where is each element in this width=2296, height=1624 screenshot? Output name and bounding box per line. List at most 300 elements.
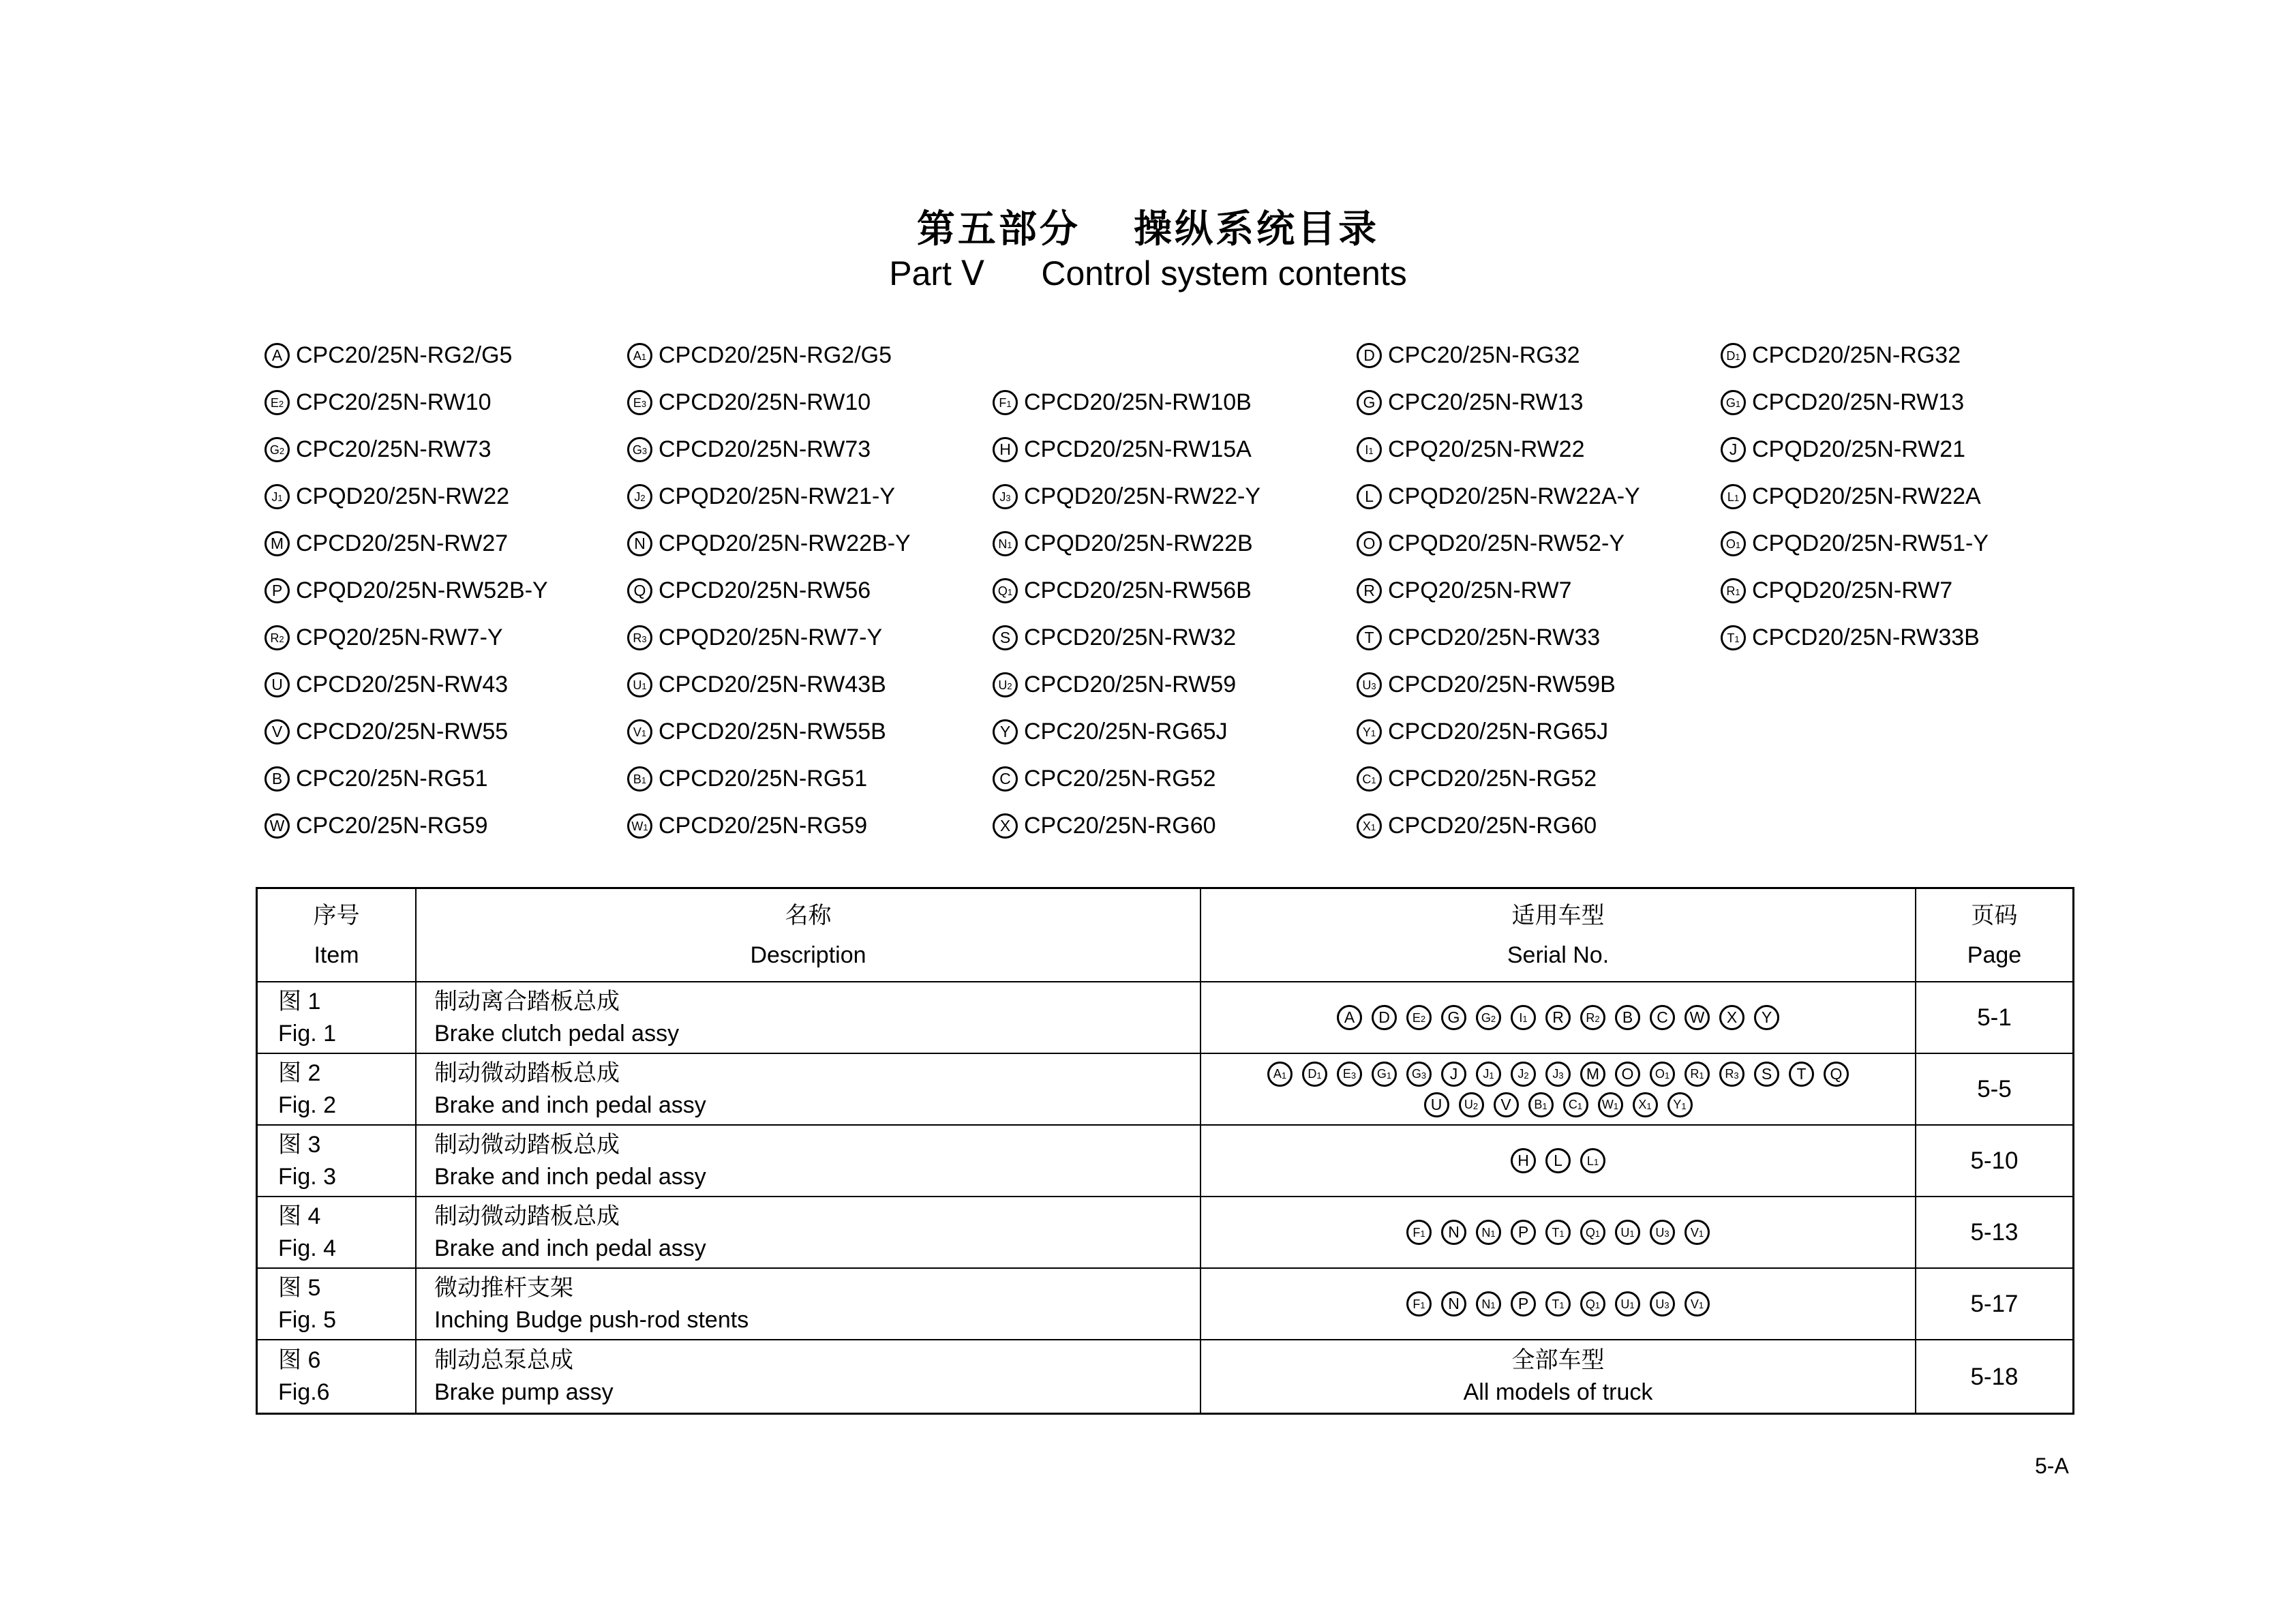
code-letter: U <box>998 678 1008 692</box>
model-code-badge-R <box>1357 578 1382 603</box>
model-code-badge-U1 <box>627 672 652 697</box>
code-letter: G <box>1376 1067 1387 1081</box>
table-row-fig-3 <box>258 1126 2072 1197</box>
description-en: Inching Budge push-rod stents <box>434 1306 749 1333</box>
model-code-badge-X1 <box>1633 1092 1658 1117</box>
model-label: CPCD20/25N-RG2/G5 <box>659 342 892 368</box>
model-code-badge-L <box>1357 484 1382 509</box>
header-description-en: Description <box>750 942 866 968</box>
code-letter: W <box>269 817 285 834</box>
header-item-en: Item <box>314 942 359 968</box>
code-digit: 1 <box>1681 1100 1687 1111</box>
model-code-badge-U2 <box>1459 1092 1484 1117</box>
legend-item-C1 <box>1357 755 1721 802</box>
code-digit: 1 <box>1420 1300 1425 1311</box>
model-code-badge-J1 <box>265 484 290 509</box>
legend-item-X1 <box>1357 802 1721 849</box>
code-digit: 1 <box>1006 399 1012 410</box>
code-letter: A <box>1344 1008 1355 1026</box>
code-digit: 1 <box>1595 1300 1601 1311</box>
legend-item-A <box>265 332 627 379</box>
model-code-badge-L1 <box>1580 1148 1605 1173</box>
code-letter: J <box>634 490 641 504</box>
model-label: CPCD20/25N-RW33 <box>1388 625 1601 650</box>
model-label: CPC20/25N-RW73 <box>296 436 492 462</box>
model-code-badge-P <box>1511 1291 1536 1317</box>
legend-item-O <box>1357 520 1721 567</box>
model-label: CPC20/25N-RW10 <box>296 389 492 415</box>
model-label: CPCD20/25N-RW55B <box>659 719 886 745</box>
model-code-badge-A1 <box>1267 1062 1293 1087</box>
legend-item-G2 <box>265 426 627 473</box>
model-label: CPCD20/25N-RW33B <box>1752 625 1980 650</box>
table-row-fig-6 <box>258 1340 2072 1413</box>
model-label: CPCD20/25N-RW59 <box>1024 672 1237 697</box>
description-cell <box>417 1197 1201 1267</box>
code-letter: H <box>1517 1152 1529 1169</box>
code-letter: I <box>1519 1010 1523 1025</box>
code-letter: M <box>270 535 284 552</box>
code-letter: B <box>1622 1008 1633 1026</box>
model-label: CPCD20/25N-RG52 <box>1388 766 1597 792</box>
code-letter: C <box>1568 1098 1577 1111</box>
code-digit: 1 <box>1735 587 1740 598</box>
page-cell <box>1916 1054 2072 1124</box>
model-label: CPCD20/25N-RG65J <box>1388 719 1609 745</box>
item-label-cn: 图 5 <box>278 1274 321 1301</box>
model-label: CPCD20/25N-RW55 <box>296 719 509 745</box>
code-letter: Q <box>997 584 1008 598</box>
code-digit: 1 <box>1664 1070 1670 1081</box>
code-letter: J <box>999 490 1006 504</box>
legend-item-D1 <box>1721 332 2091 379</box>
legend-item-D <box>1357 332 1721 379</box>
model-code-badge-R1 <box>1721 578 1746 603</box>
legend-item-W <box>265 802 627 849</box>
code-digit: 1 <box>1593 1157 1599 1168</box>
code-digit: 3 <box>1558 1070 1564 1081</box>
model-code-badge-G1 <box>1721 390 1746 415</box>
model-code-badge-U <box>265 672 290 697</box>
code-digit: 1 <box>1281 1070 1287 1081</box>
serial-cell <box>1201 982 1916 1053</box>
code-digit: 3 <box>1350 1070 1357 1081</box>
code-digit: 1 <box>643 822 648 833</box>
code-letter: G <box>1725 395 1736 410</box>
code-letter: R <box>1725 1067 1734 1081</box>
legend-empty-cell <box>993 332 1357 379</box>
model-code-badge-N <box>1441 1220 1466 1245</box>
code-letter: J <box>1517 1067 1524 1081</box>
legend-item-U2 <box>993 661 1357 708</box>
item-cell <box>258 1269 417 1339</box>
header-item <box>258 889 417 981</box>
model-label: CPCD20/25N-RW43 <box>296 672 509 697</box>
model-code-badge-G1 <box>1372 1062 1397 1087</box>
code-letter: R <box>1586 1010 1595 1025</box>
model-code-badge-J2 <box>627 484 652 509</box>
code-letter: U <box>1655 1225 1665 1239</box>
model-code-badge-C1 <box>1563 1092 1588 1117</box>
code-digit: 3 <box>1734 1070 1739 1081</box>
model-label: CPQD20/25N-RW51-Y <box>1752 530 1989 556</box>
model-code-badge-U2 <box>993 672 1018 697</box>
code-digit: 1 <box>1646 1100 1652 1111</box>
legend-item-W1 <box>627 802 993 849</box>
model-code-badge-V1 <box>1685 1220 1710 1245</box>
model-label: CPCD20/25N-RW10B <box>1024 389 1252 415</box>
code-letter: G <box>1411 1067 1421 1081</box>
model-code-badge-W <box>265 813 290 839</box>
header-serial-cn: 适用车型 <box>1511 902 1605 929</box>
description-en: Brake and inch pedal assy <box>434 1235 706 1261</box>
model-label: CPCD20/25N-RW15A <box>1024 436 1252 462</box>
legend-item-P <box>265 567 627 614</box>
model-label: CPQD20/25N-RW22B-Y <box>659 530 911 556</box>
serial-code-line-2 <box>1424 1092 1693 1117</box>
legend-item-L1 <box>1721 473 2091 520</box>
model-code-badge-T1 <box>1545 1220 1571 1245</box>
model-label: CPC20/25N-RG65J <box>1024 719 1228 745</box>
page-title-cn: 第五部分 操纵系统目录 <box>916 207 1380 250</box>
model-label: CPCD20/25N-RW73 <box>659 436 871 462</box>
code-letter: X <box>1726 1008 1738 1026</box>
item-label-cn: 图 6 <box>278 1347 321 1373</box>
legend-item-Q <box>627 567 993 614</box>
code-digit: 1 <box>1490 1300 1496 1311</box>
code-letter: R <box>1690 1067 1700 1081</box>
model-code-badge-D1 <box>1721 343 1746 368</box>
code-digit: 1 <box>1316 1070 1322 1081</box>
legend-item-Y <box>993 708 1357 755</box>
serial-cell <box>1201 1269 1916 1339</box>
legend-item-F1 <box>993 379 1357 426</box>
model-label: CPQD20/25N-RW22 <box>296 483 510 509</box>
legend-item-J <box>1721 426 2091 473</box>
code-letter: J <box>1729 440 1738 458</box>
model-code-badge-T1 <box>1721 625 1746 650</box>
page-value: 5-10 <box>1970 1147 2019 1174</box>
serial-cell <box>1201 1126 1916 1196</box>
legend-item-R <box>1357 567 1721 614</box>
model-code-badge-J <box>1441 1062 1466 1087</box>
model-code-badge-Q <box>627 578 652 603</box>
model-code-badge-D1 <box>1302 1062 1327 1087</box>
description-cell <box>417 1126 1201 1196</box>
model-code-badge-Q1 <box>993 578 1018 603</box>
code-digit: 1 <box>1698 1229 1704 1239</box>
model-label: CPQ20/25N-RW22 <box>1388 436 1585 462</box>
code-letter: G <box>269 442 280 457</box>
model-label: CPQD20/25N-RW52-Y <box>1388 530 1625 556</box>
model-code-badge-V <box>1494 1092 1519 1117</box>
code-letter: N <box>1481 1225 1491 1239</box>
code-digit: 1 <box>1490 1229 1496 1239</box>
model-code-badge-R3 <box>627 625 652 650</box>
serial-code-line-1 <box>1337 1005 1779 1030</box>
code-letter: U <box>633 678 642 692</box>
model-code-badge-V <box>265 719 290 745</box>
code-digit: 2 <box>1524 1070 1529 1081</box>
code-letter: L <box>1365 487 1374 505</box>
description-cell <box>417 1269 1201 1339</box>
description-cn: 制动微动踏板总成 <box>434 1059 620 1086</box>
model-code-badge-Q1 <box>1580 1220 1605 1245</box>
code-letter: Q <box>1585 1297 1595 1311</box>
model-code-badge-F1 <box>1406 1220 1432 1245</box>
legend-item-T <box>1357 614 1721 661</box>
model-code-badge-V1 <box>627 719 652 745</box>
model-code-badge-X1 <box>1357 813 1382 839</box>
code-letter: T <box>1727 631 1735 645</box>
description-cn: 制动总泵总成 <box>434 1347 573 1373</box>
code-letter: O <box>1655 1067 1665 1081</box>
model-code-badge-D <box>1357 343 1382 368</box>
code-letter: W <box>1601 1098 1614 1111</box>
code-letter: P <box>1517 1295 1529 1312</box>
model-code-badge-F1 <box>993 390 1018 415</box>
model-code-badge-P <box>1511 1220 1536 1245</box>
item-label-en: Fig. 1 <box>278 1020 337 1047</box>
model-label: CPC20/25N-RG59 <box>296 813 488 839</box>
legend-item-T1 <box>1721 614 2091 661</box>
code-letter: A <box>1273 1067 1282 1081</box>
code-letter: N <box>1448 1295 1460 1312</box>
model-code-badge-I1 <box>1357 437 1382 462</box>
model-code-badge-U1 <box>1615 1291 1640 1317</box>
code-letter: T <box>1552 1225 1560 1239</box>
model-code-badge-D <box>1372 1005 1397 1030</box>
code-letter: C <box>1362 772 1372 786</box>
code-letter: F <box>1413 1297 1421 1311</box>
model-code-badge-Q1 <box>1580 1291 1605 1317</box>
header-description-cn: 名称 <box>785 902 832 929</box>
code-digit: 3 <box>1371 681 1376 692</box>
code-letter: L <box>1727 490 1734 504</box>
code-digit: 1 <box>1613 1100 1619 1111</box>
code-letter: L <box>1554 1152 1562 1169</box>
table-header-row <box>258 889 2072 982</box>
model-label: CPQD20/25N-RW22B <box>1024 530 1253 556</box>
legend <box>265 332 2091 849</box>
code-letter: F <box>999 395 1007 410</box>
legend-empty-cell <box>1721 708 2091 755</box>
description-cn: 制动离合踏板总成 <box>434 988 620 1014</box>
model-code-badge-F1 <box>1406 1291 1432 1317</box>
model-code-badge-G2 <box>265 437 290 462</box>
item-label-cn: 图 1 <box>278 988 321 1014</box>
code-letter: G <box>1447 1008 1460 1026</box>
code-letter: Y <box>999 723 1011 740</box>
code-letter: H <box>999 440 1011 458</box>
code-letter: J <box>271 490 278 504</box>
serial-code-line-1 <box>1406 1291 1710 1317</box>
model-label: CPCD20/25N-RW32 <box>1024 625 1237 650</box>
model-code-badge-Y <box>993 719 1018 745</box>
code-letter: O <box>1621 1064 1634 1083</box>
model-code-badge-Y <box>1754 1005 1779 1030</box>
model-label: CPQ20/25N-RW7 <box>1388 577 1572 603</box>
code-digit: 2 <box>1007 681 1012 692</box>
legend-item-V1 <box>627 708 993 755</box>
model-label: CPC20/25N-RG2/G5 <box>296 342 513 368</box>
code-letter: R <box>1363 582 1375 599</box>
model-code-badge-U1 <box>1615 1220 1640 1245</box>
legend-item-X <box>993 802 1357 849</box>
model-code-badge-G3 <box>627 437 652 462</box>
page-value: 5-13 <box>1970 1219 2019 1246</box>
code-digit: 1 <box>1420 1229 1425 1239</box>
serial-all-models-en: All models of truck <box>1463 1379 1653 1405</box>
model-code-badge-B <box>1615 1005 1640 1030</box>
code-digit: 1 <box>1542 1100 1547 1111</box>
code-letter: U <box>1620 1297 1630 1311</box>
model-label: CPCD20/25N-RG59 <box>659 813 868 839</box>
code-digit: 2 <box>640 493 646 504</box>
model-code-badge-E3 <box>627 390 652 415</box>
code-letter: X <box>1362 819 1371 833</box>
model-code-badge-R2 <box>265 625 290 650</box>
code-letter: D <box>1363 346 1375 364</box>
code-letter: Q <box>633 582 646 599</box>
serial-code-line-1 <box>1267 1062 1849 1087</box>
model-code-badge-E2 <box>1406 1005 1432 1030</box>
model-label: CPQD20/25N-RW22A-Y <box>1388 483 1640 509</box>
model-code-badge-V1 <box>1685 1291 1710 1317</box>
model-label: CPC20/25N-RG32 <box>1388 342 1580 368</box>
item-label-en: Fig.6 <box>278 1379 330 1405</box>
model-code-badge-A <box>265 343 290 368</box>
table-row-fig-2 <box>258 1054 2072 1126</box>
item-label-en: Fig. 4 <box>278 1235 337 1261</box>
serial-cell <box>1201 1054 1916 1124</box>
code-letter: U <box>1362 678 1372 692</box>
model-label: CPQD20/25N-RW7-Y <box>659 625 883 650</box>
contents-table <box>256 887 2074 1415</box>
model-label: CPCD20/25N-RW10 <box>659 389 871 415</box>
code-letter: R <box>633 631 642 645</box>
code-digit: 3 <box>1664 1229 1670 1239</box>
item-cell <box>258 1126 417 1196</box>
model-code-badge-T <box>1357 625 1382 650</box>
code-letter: T <box>1552 1297 1560 1311</box>
model-label: CPCD20/25N-RW43B <box>659 672 886 697</box>
code-digit: 1 <box>1007 587 1013 598</box>
model-code-badge-U <box>1424 1092 1449 1117</box>
legend-item-I1 <box>1357 426 1721 473</box>
model-code-badge-J <box>1721 437 1746 462</box>
code-digit: 2 <box>279 446 285 457</box>
legend-item-J2 <box>627 473 993 520</box>
code-digit: 1 <box>1734 493 1740 504</box>
model-code-badge-W1 <box>627 813 652 839</box>
code-digit: 1 <box>1371 775 1376 786</box>
legend-item-U3 <box>1357 661 1721 708</box>
code-digit: 1 <box>1735 540 1741 551</box>
legend-item-O1 <box>1721 520 2091 567</box>
model-label: CPCD20/25N-RW56B <box>1024 577 1252 603</box>
code-digit: 1 <box>1559 1229 1565 1239</box>
code-letter: S <box>1761 1064 1772 1083</box>
page-value: 5-5 <box>1977 1076 2012 1102</box>
code-digit: 1 <box>1698 1300 1704 1311</box>
code-letter: O <box>1725 537 1736 551</box>
page-value: 5-18 <box>1970 1363 2019 1390</box>
model-code-badge-B <box>265 766 290 792</box>
item-label-en: Fig. 5 <box>278 1306 337 1333</box>
code-digit: 1 <box>1370 728 1376 739</box>
code-digit: 1 <box>1629 1300 1635 1311</box>
header-item-cn: 序号 <box>313 902 360 929</box>
code-digit: 1 <box>1007 540 1012 551</box>
legend-item-U <box>265 661 627 708</box>
model-code-badge-I1 <box>1511 1005 1536 1030</box>
legend-item-R3 <box>627 614 993 661</box>
code-letter: O <box>1363 535 1376 552</box>
model-code-badge-R3 <box>1719 1062 1744 1087</box>
code-digit: 1 <box>1386 1070 1392 1081</box>
model-code-badge-A1 <box>627 343 652 368</box>
model-code-badge-U3 <box>1357 672 1382 697</box>
header-page <box>1916 889 2072 981</box>
model-code-badge-A <box>1337 1005 1362 1030</box>
item-cell <box>258 982 417 1053</box>
legend-item-G1 <box>1721 379 2091 426</box>
model-code-badge-J3 <box>993 484 1018 509</box>
model-code-badge-C1 <box>1357 766 1382 792</box>
header-page-cn: 页码 <box>1971 902 2018 929</box>
model-code-badge-U3 <box>1650 1291 1675 1317</box>
page-value: 5-17 <box>1970 1291 2019 1317</box>
code-digit: 1 <box>1370 822 1376 833</box>
item-label-en: Fig. 3 <box>278 1163 337 1190</box>
table-row-fig-5 <box>258 1269 2072 1340</box>
page-cell <box>1916 1197 2072 1267</box>
model-label: CPCD20/25N-RW27 <box>296 530 509 556</box>
code-letter: L <box>1586 1154 1594 1168</box>
serial-cell <box>1201 1340 1916 1413</box>
model-code-badge-O <box>1357 531 1382 556</box>
code-letter: V <box>1690 1297 1699 1311</box>
description-en: Brake and inch pedal assy <box>434 1092 706 1118</box>
model-code-badge-L1 <box>1721 484 1746 509</box>
code-digit: 1 <box>641 728 647 739</box>
code-letter: J <box>1449 1064 1458 1083</box>
code-digit: 1 <box>1522 1014 1528 1025</box>
legend-item-A1 <box>627 332 993 379</box>
model-code-badge-R <box>1545 1005 1571 1030</box>
code-digit: 1 <box>641 775 647 786</box>
code-letter: R <box>1552 1008 1564 1026</box>
code-letter: V <box>1690 1225 1699 1239</box>
model-code-badge-H <box>993 437 1018 462</box>
model-label: CPCD20/25N-RW13 <box>1752 389 1965 415</box>
code-digit: 1 <box>1489 1070 1494 1081</box>
code-letter: B <box>1534 1098 1543 1111</box>
code-digit: 1 <box>1734 634 1740 645</box>
legend-item-Y1 <box>1357 708 1721 755</box>
legend-item-U1 <box>627 661 993 708</box>
code-letter: U <box>271 676 283 693</box>
item-label-cn: 图 4 <box>278 1203 321 1229</box>
model-code-badge-G <box>1357 390 1382 415</box>
code-letter: Q <box>1585 1225 1595 1239</box>
model-code-badge-M <box>1580 1062 1605 1087</box>
description-cell <box>417 982 1201 1053</box>
model-code-badge-O1 <box>1721 531 1746 556</box>
code-letter: C <box>1657 1008 1668 1026</box>
model-code-badge-E2 <box>265 390 290 415</box>
